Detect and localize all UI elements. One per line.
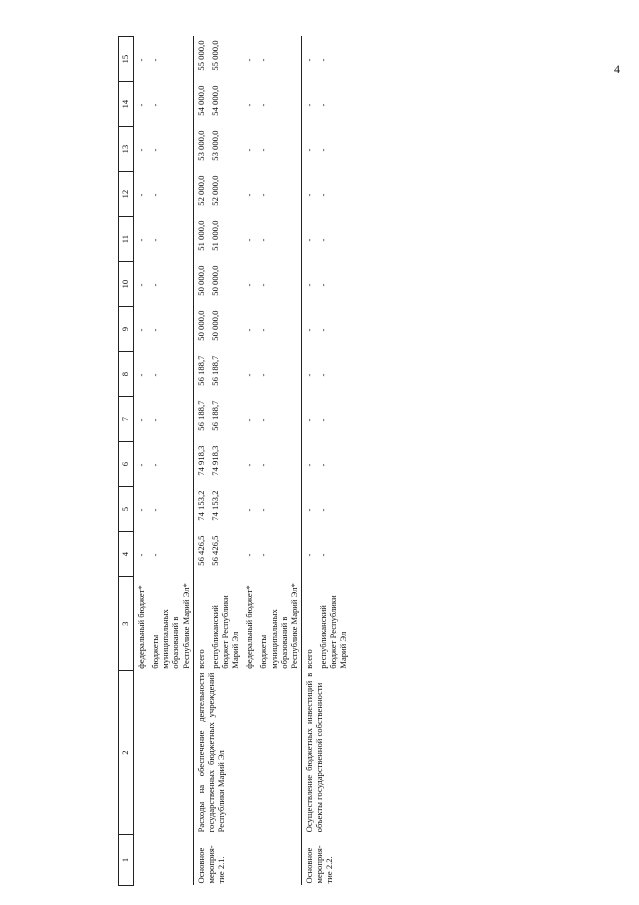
- value-cell: 56 188,7: [209, 400, 220, 431]
- value-cell: -: [318, 103, 329, 107]
- value-cell: -: [244, 328, 255, 332]
- value-cell: -: [258, 553, 269, 557]
- column-header-13: 13: [119, 127, 134, 172]
- value-cell: -: [244, 58, 255, 62]
- column-header-5: 5: [119, 487, 134, 532]
- value-cell: -: [318, 58, 329, 62]
- funding-source-cell: всего: [193, 577, 208, 671]
- value-cell: -: [318, 193, 329, 197]
- value-cell: 53 000,0: [193, 127, 208, 172]
- value-cell: 50 000,0: [193, 262, 208, 307]
- value-cell: -: [318, 283, 329, 287]
- value-cell: -: [301, 487, 316, 532]
- table-row: [301, 37, 316, 886]
- column-header-11: 11: [119, 217, 134, 262]
- value-cell: 54 000,0: [209, 85, 220, 116]
- value-cell: -: [301, 37, 316, 82]
- value-cell: -: [136, 508, 146, 512]
- value-cell: -: [244, 508, 255, 512]
- value-cell: 50 000,0: [193, 307, 208, 352]
- funding-source-cell: республиканский бюджет Республики Марий Эл: [209, 595, 241, 669]
- value-cell: -: [136, 328, 146, 332]
- value-cell: -: [301, 262, 316, 307]
- value-cell: 51 000,0: [209, 220, 220, 251]
- value-cell: -: [136, 418, 146, 422]
- value-cell: -: [244, 553, 255, 557]
- value-cell: 52 000,0: [209, 175, 220, 206]
- value-cell: -: [136, 283, 146, 287]
- table-row: [134, 37, 149, 886]
- value-cell: 56 426,5: [193, 532, 208, 577]
- value-cell: -: [244, 238, 255, 242]
- column-header-12: 12: [119, 172, 134, 217]
- value-cell: -: [150, 58, 161, 62]
- value-cell: -: [301, 532, 316, 577]
- value-cell: -: [301, 352, 316, 397]
- header-row: [119, 37, 134, 886]
- value-cell: -: [258, 193, 269, 197]
- value-cell: -: [150, 463, 161, 467]
- value-cell: 56 188,7: [193, 352, 208, 397]
- value-cell: -: [136, 58, 146, 62]
- value-cell: -: [136, 238, 146, 242]
- value-cell: -: [258, 508, 269, 512]
- value-cell: -: [244, 103, 255, 107]
- value-cell: -: [318, 373, 329, 377]
- value-cell: 74 153,2: [209, 490, 220, 521]
- value-cell: -: [136, 463, 146, 467]
- value-cell: 54 000,0: [193, 82, 208, 127]
- value-cell: -: [258, 58, 269, 62]
- budget-table: [118, 36, 351, 886]
- column-header-9: 9: [119, 307, 134, 352]
- value-cell: -: [258, 373, 269, 377]
- value-cell: 50 000,0: [209, 310, 220, 341]
- column-header-14: 14: [119, 82, 134, 127]
- value-cell: -: [258, 283, 269, 287]
- value-cell: -: [258, 148, 269, 152]
- value-cell: -: [301, 442, 316, 487]
- value-cell: -: [150, 148, 161, 152]
- value-cell: -: [301, 307, 316, 352]
- value-cell: -: [244, 283, 255, 287]
- value-cell: -: [258, 238, 269, 242]
- activity-name-cell: Осуществление бюджетных инвестиций в объекты государственной собственности: [301, 671, 350, 835]
- rotated-table-container: [118, 36, 638, 886]
- page-number: 4: [614, 62, 620, 76]
- value-cell: -: [150, 193, 161, 197]
- funding-source-cell: федеральный бюджет*: [136, 585, 146, 669]
- funding-source-cell: республиканский бюджет Республики Марий Эл: [318, 595, 349, 669]
- value-cell: 74 918,3: [209, 445, 220, 476]
- table-header: [119, 37, 134, 886]
- funding-source-cell: федеральный бюджет*: [244, 585, 255, 669]
- value-cell: 52 000,0: [193, 172, 208, 217]
- value-cell: -: [150, 508, 161, 512]
- funding-source-cell: всего: [301, 577, 316, 671]
- value-cell: 56 188,7: [193, 397, 208, 442]
- value-cell: -: [301, 82, 316, 127]
- value-cell: -: [150, 283, 161, 287]
- value-cell: -: [258, 418, 269, 422]
- value-cell: 50 000,0: [209, 265, 220, 296]
- value-cell: -: [318, 553, 329, 557]
- column-header-2: 2: [119, 671, 134, 835]
- activity-code-cell: Основное мероприя-тие 2.2.: [301, 834, 350, 885]
- activity-code-cell: [134, 834, 194, 885]
- value-cell: -: [136, 103, 146, 107]
- value-cell: -: [244, 193, 255, 197]
- column-header-4: 4: [119, 532, 134, 577]
- activity-code-cell: Основное мероприя-тие 2.1.: [193, 834, 301, 885]
- value-cell: -: [318, 508, 329, 512]
- value-cell: 55 000,0: [193, 37, 208, 82]
- value-cell: -: [150, 553, 161, 557]
- value-cell: 53 000,0: [209, 130, 220, 161]
- value-cell: -: [150, 103, 161, 107]
- value-cell: 74 918,3: [193, 442, 208, 487]
- funding-source-cell: бюджеты муниципальных образований в Республике Марий Эл*: [258, 583, 299, 669]
- value-cell: -: [301, 127, 316, 172]
- value-cell: -: [301, 397, 316, 442]
- column-header-6: 6: [119, 442, 134, 487]
- column-header-3: 3: [119, 577, 134, 671]
- value-cell: 56 188,7: [209, 355, 220, 386]
- value-cell: -: [258, 103, 269, 107]
- value-cell: -: [301, 172, 316, 217]
- value-cell: -: [244, 463, 255, 467]
- value-cell: -: [258, 328, 269, 332]
- value-cell: -: [150, 328, 161, 332]
- column-header-8: 8: [119, 352, 134, 397]
- value-cell: -: [244, 148, 255, 152]
- value-cell: 56 426,5: [209, 535, 220, 566]
- value-cell: -: [318, 463, 329, 467]
- column-header-1: 1: [119, 834, 134, 885]
- value-cell: 51 000,0: [193, 217, 208, 262]
- value-cell: -: [136, 148, 146, 152]
- value-cell: -: [244, 373, 255, 377]
- value-cell: -: [318, 238, 329, 242]
- table-body: [134, 37, 351, 886]
- value-cell: -: [136, 553, 146, 557]
- value-cell: -: [318, 328, 329, 332]
- column-header-7: 7: [119, 397, 134, 442]
- value-cell: -: [150, 373, 161, 377]
- activity-name-cell: [134, 671, 194, 835]
- value-cell: -: [150, 238, 161, 242]
- column-header-15: 15: [119, 37, 134, 82]
- activity-name-cell: Расходы на обеспечение деятельности государственных бюджетных учреждений Республики Марий Эл: [193, 671, 301, 835]
- value-cell: -: [136, 193, 146, 197]
- value-cell: -: [318, 148, 329, 152]
- funding-source-cell: бюджеты муниципальных образований в Республике Марий Эл*: [150, 583, 191, 669]
- table-row: [193, 37, 208, 886]
- value-cell: -: [244, 418, 255, 422]
- value-cell: -: [150, 418, 161, 422]
- value-cell: 74 153,2: [193, 487, 208, 532]
- value-cell: -: [136, 373, 146, 377]
- column-header-10: 10: [119, 262, 134, 307]
- value-cell: 55 000,0: [209, 40, 220, 71]
- value-cell: -: [318, 418, 329, 422]
- value-cell: -: [301, 217, 316, 262]
- value-cell: -: [258, 463, 269, 467]
